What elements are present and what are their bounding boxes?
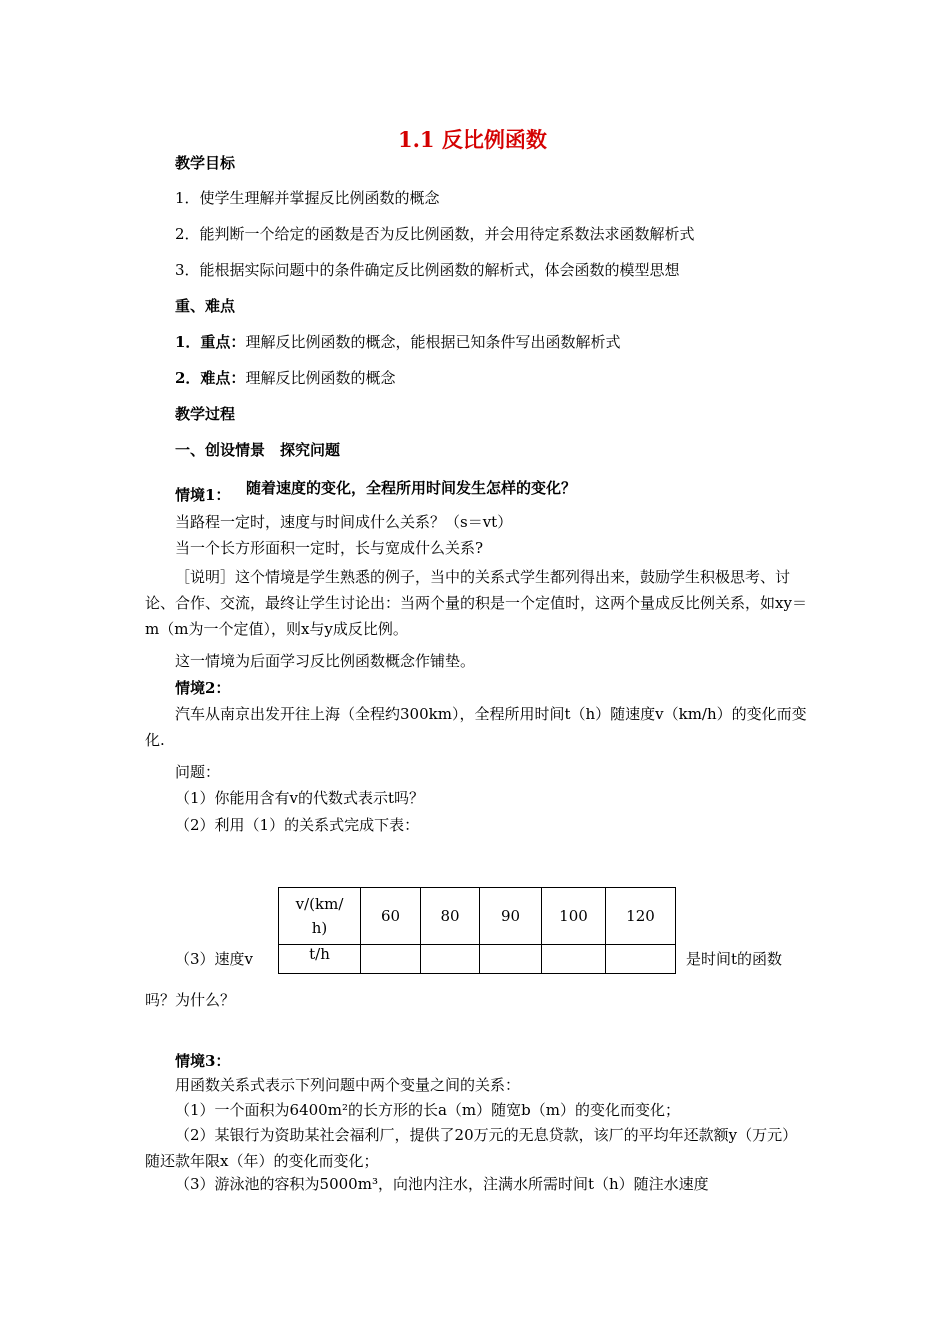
scene2-question-3-middle: 是时间t的函数 [686,950,783,968]
table-cell-time [480,945,542,974]
table-cell-speed: 90 [480,888,542,945]
key-point-text: 理解反比例函数的概念，能根据已知条件写出函数解析式 [245,333,621,351]
scene2-question-2: （2）利用（1）的关系式完成下表： [175,816,420,834]
table-cell-speed: 80 [421,888,480,945]
scene2-question-label: 问题： [175,763,221,781]
goals-heading: 教学目标 [175,154,236,172]
table-cell-speed: 100 [542,888,606,945]
scene2-question-3-end: 吗？为什么？ [145,991,236,1009]
table-cell-speed: 120 [606,888,676,945]
table-cell-time [606,945,676,974]
table-row-time [279,945,676,974]
key-point-line [175,332,620,352]
table-header-speed-line2: h) [311,919,328,937]
scene1-label: 情境1： [175,486,231,504]
key-points-heading: 重、难点 [175,297,236,315]
goal-item-1: 1．使学生理解并掌握反比例函数的概念 [175,189,440,207]
process-heading: 教学过程 [175,405,236,423]
table-cell-time [421,945,480,974]
scene2-question-1: （1）你能用含有v的代数式表示t吗？ [175,789,425,807]
scene3-problem-2: （2）某银行为资助某社会福利厂，提供了20万元的无息贷款，该厂的平均年还款额y（万元）随还款年限x（年）的变化而变化； [145,1126,798,1170]
scene3-problem-1: （1）一个面积为6400m²的长方形的长a（m）随宽b（m）的变化而变化； [175,1101,680,1119]
difficulty-label: 2．难点： [175,369,246,387]
table-cell-time [361,945,421,974]
speed-time-table [278,887,676,974]
table-header-speed [279,888,361,945]
scene1-line3: 这一情境为后面学习反比例函数概念作铺垫。 [175,652,476,670]
scene3-label: 情境3： [175,1052,231,1070]
table-cell-speed: 60 [361,888,421,945]
scene3-problem-3: （3）游泳池的容积为5000m³，向池内注水，注满水所需时间t（h）随注水速度 [175,1175,709,1193]
key-point-label: 1．重点： [175,333,246,351]
scene1-question: 随着速度的变化，全程所用时间发生怎样的变化？ [246,479,577,497]
scene2-question-3-start: （3）速度v [175,950,254,968]
table-header-time: t/h [279,945,361,974]
scene1-line1: 当路程一定时，速度与时间成什么关系？（s＝vt） [175,513,513,531]
goal-item-2: 2．能判断一个给定的函数是否为反比例函数，并会用待定系数法求函数解析式 [175,225,695,243]
difficulty-line [175,368,395,388]
scene3-intro: 用函数关系式表示下列问题中两个变量之间的关系： [175,1076,521,1094]
section-heading-1: 一、创设情景 探究问题 [175,441,341,459]
scene1-note: ［说明］这个情境是学生熟悉的例子，当中的关系式学生都列得出来，鼓励学生积极思考、讨论、合作、交流，最终让学生讨论出：当两个量的积是一个定值时，这两个量成反比例关系，如xy＝m（m为一个定值），则x与y成反比例。 [145,568,807,638]
scene1-line2: 当一个长方形面积一定时，长与宽成什么关系? [175,539,484,557]
goal-item-3: 3．能根据实际问题中的条件确定反比例函数的解析式，体会函数的模型思想 [175,261,680,279]
difficulty-text: 理解反比例函数的概念 [245,369,396,387]
table-cell-time [542,945,606,974]
scene2-label: 情境2： [175,679,231,697]
page-title: 1.1 反比例函数 [398,127,547,152]
scene2-text: 汽车从南京出发开往上海（全程约300km），全程所用时间t（h）随速度v（km/h）的变化而变化. [145,705,807,749]
table-header-speed-line1: v/(km/ [295,895,344,913]
table-row-speed [279,888,676,945]
